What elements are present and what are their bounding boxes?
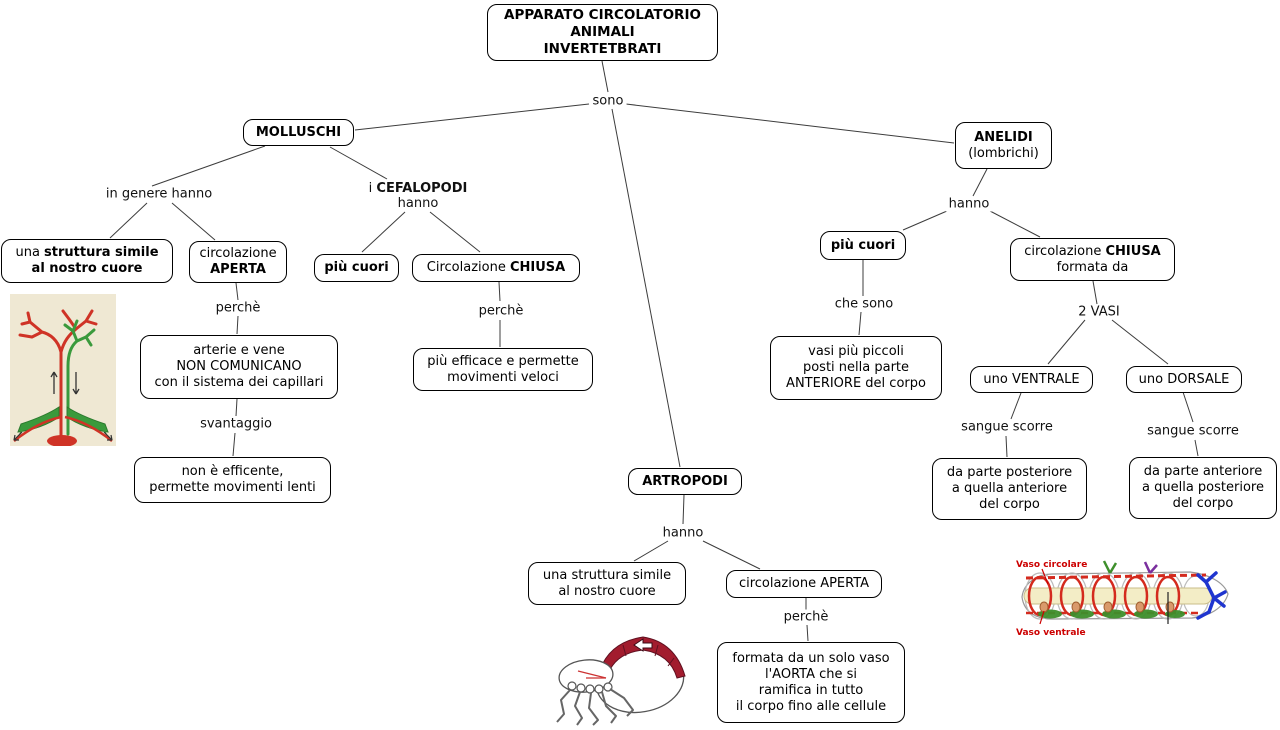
node-artropodi[interactable]: ARTROPODI [628, 468, 742, 495]
node-circolazione-chiusa-anelidi[interactable]: circolazione CHIUSA formata da [1010, 238, 1175, 281]
annelid-label-vaso-circolare: Vaso circolare [1016, 560, 1088, 570]
node-aorta[interactable]: formata da un solo vaso l'AORTA che si ramifica in tutto il corpo fino alle cellule [717, 642, 905, 723]
link-label-in-genere-hanno[interactable]: in genere hanno [103, 187, 215, 202]
node-circolazione-chiusa-cefalopodi[interactable]: Circolazione CHIUSA [412, 254, 580, 282]
annelid-vessels-image [1010, 554, 1234, 642]
node-posteriore-anteriore[interactable]: da parte posteriore a quella anteriore del corpo [932, 458, 1087, 520]
node-non-efficente[interactable]: non è efficente, permette movimenti lenti [134, 457, 331, 503]
link-label-svantaggio[interactable]: svantaggio [197, 417, 275, 432]
node-vasi-piu-piccoli[interactable]: vasi più piccoli posti nella parte ANTERIORE del corpo [770, 336, 942, 400]
node-title[interactable]: APPARATO CIRCOLATORIO ANIMALI INVERTETBRATI [487, 4, 718, 61]
link-label-i-cefalopodi-hanno[interactable]: i CEFALOPODI hanno [366, 181, 471, 211]
link-label-sangue-scorre-ventrale[interactable]: sangue scorre [958, 420, 1056, 435]
node-uno-ventrale[interactable]: uno VENTRALE [970, 366, 1093, 393]
link-label-due-vasi[interactable]: 2 VASI [1075, 305, 1122, 320]
node-piu-cuori-anelidi[interactable]: più cuori [820, 231, 906, 260]
node-piu-efficace[interactable]: più efficace e permette movimenti veloci [413, 348, 593, 391]
node-circolazione-aperta-molluschi[interactable]: circolazione APERTA [189, 241, 287, 283]
link-label-hanno-anelidi[interactable]: hanno [946, 197, 993, 212]
mollusc-circulation-image [10, 294, 116, 446]
node-piu-cuori-cefalopodi[interactable]: più cuori [314, 254, 399, 282]
node-anelidi[interactable]: ANELIDI (lombrichi) [955, 122, 1052, 169]
link-label-perche-artropodi[interactable]: perchè [781, 610, 832, 625]
node-struttura-simile-artropodi[interactable]: una struttura simile al nostro cuore [528, 562, 686, 605]
link-label-sono[interactable]: sono [590, 94, 627, 109]
arthropod-heart-image [548, 626, 688, 726]
node-arterie-vene[interactable]: arterie e vene NON COMUNICANO con il sistema dei capillari [140, 335, 338, 399]
node-molluschi[interactable]: MOLLUSCHI [243, 119, 354, 146]
node-anteriore-posteriore[interactable]: da parte anteriore a quella posteriore del corpo [1129, 457, 1277, 519]
link-label-perche-cefalopodi[interactable]: perchè [476, 304, 527, 319]
link-label-sangue-scorre-dorsale[interactable]: sangue scorre [1144, 424, 1242, 439]
node-circolazione-aperta-artropodi[interactable]: circolazione APERTA [726, 570, 882, 598]
annelid-label-vaso-ventrale: Vaso ventrale [1016, 628, 1086, 638]
node-uno-dorsale[interactable]: uno DORSALE [1126, 366, 1242, 393]
link-label-che-sono[interactable]: che sono [832, 297, 896, 312]
node-struttura-simile-molluschi[interactable]: una struttura simile al nostro cuore [1, 239, 173, 283]
link-label-hanno-artropodi[interactable]: hanno [660, 526, 707, 541]
link-label-perche-molluschi[interactable]: perchè [213, 301, 264, 316]
